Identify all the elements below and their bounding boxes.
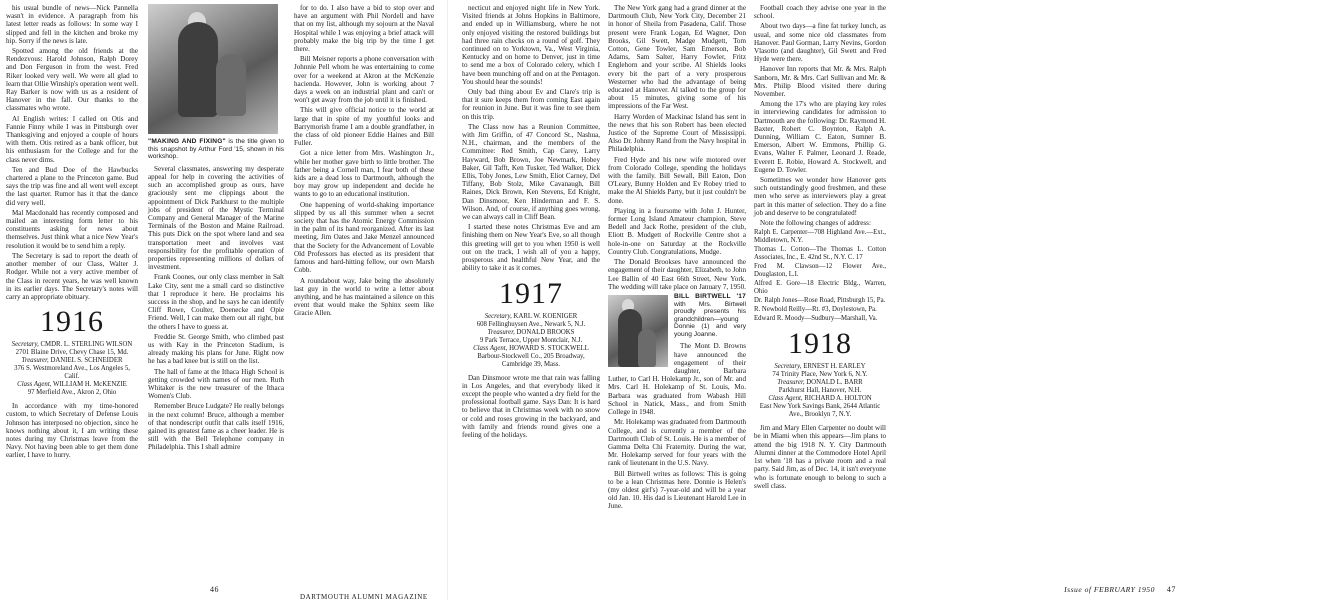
left-column-2: [148, 4, 284, 578]
officer-line: 97 Merfield Ave., Akron 2, Ohio: [27, 389, 117, 397]
officer-line: 74 Trinity Place, New York 6, N.Y.: [772, 371, 868, 379]
paragraph: The Donald Brookses have announced the engagement of their daughter, Elizabeth, to John Lee Ballin of 40 East 66th Street, New York. The wedding will take place on January 7, 1950.: [608, 258, 746, 291]
officer-line: East New York Savings Bank, 2644 Atlantic Ave., Brooklyn 7, N.Y.: [759, 403, 881, 419]
workshop-photo: [148, 4, 278, 134]
paragraph: Mr. Holekamp was graduated from Dartmouth College, and is currently a member of the Dartmouth Club of St. Louis. He is a member of Gamma Delta Chi Fraternity. During the war, Mr. Holekamp served for four years with the rank of lieutenant in the U.S. Navy.: [608, 418, 746, 468]
paragraph: The Secretary is sad to report the death of another member of our Class, Walter J. Rodger. While not a very active member of the Class in recent years, he was well known in its earlier days. The Secretary's notes will carry an appropriate obituary.: [6, 251, 138, 301]
paragraph: Among the 17's who are playing key roles in interviewing candidates for admission to Dartmouth are the following: Dr. Raymond H. Baxter, Robert C. Boynton, Ralph A. Dunning, William C. Eaton, Sumner B. Emerson, Albert W. Emmons, Phillip G. Evans, Walter F. Palmer, Leonard J. Reade, Everett E. Robie, Howard A. Stockwell, and Eugene D. Towler.: [754, 100, 886, 174]
officer-line: Barbour-Stockwell Co., 205 Broadway, Cambridge 39, Mass.: [477, 352, 585, 368]
officer-line: Treasurer, DONALD L. BARR: [777, 379, 863, 387]
paragraph: for to do. I also have a bid to stop over and have an argument with Phil Nordell and have that on my list, although my sojourn at the Naval Hospital while I was enjoying a brief attack will probably make the big trip by the time I get there.: [294, 4, 434, 54]
class-year-heading-1917: 1917: [499, 276, 563, 310]
paragraph: Al English writes: I called on Otis and Fannie Finny while I was in Pittsburgh over Thanksgiving and enjoyed a couple of hours with them. Otis retired as a bank officer, but his enthusiasm for the College and for the class never dims.: [6, 114, 138, 164]
paragraph: Only bad thing about Ev and Clare's trip is that it sure keeps them from coming East again for reunion in June. But it was fine to see them on this trip.: [462, 88, 600, 121]
right-column-3: [754, 4, 886, 578]
page-number-right: 47: [1166, 585, 1176, 594]
paragraph: Playing in a foursome with John J. Hunter, former Long Island Amateur champion, Steve Bedell and Jack Rothe, president of the club, Eliott B. Mudgett of Rockville Centre shot a hole-in-one on Saturday at the Rockville Country Club. Congratulations, Mudge.: [608, 206, 746, 256]
issue-footer: Issue of FEBRUARY 1950 47: [1064, 585, 1176, 594]
officer-line: Secretary, KARL W. KOENIGER: [484, 312, 578, 320]
paragraph: necticut and enjoyed night life in New York. Visited friends at Johns Hopkins in Baltimore, and ended up in Williamsburg, where he not only enjoyed visiting the restored buildings but had three rain checks on a round of golf. They continued on to Yorktown, Va., West Virginia, Kentucky and on home to Denver, just in time to send me a box of Colorado celery, which I have been munching off and on at the Pentagon. You should hear the sounds!: [462, 4, 600, 86]
address-entry: Thomas L. Cotton—The Thomas L. Cotton Associates, Inc., E. 42nd St., N.Y. C. 17: [754, 246, 886, 262]
paragraph: Mal Macdonald has recently composed and mailed an interesting form letter to his constituents asking for news about themselves. Just think what a nice New Year's resolution it would be to send him a reply.: [6, 208, 138, 250]
paragraph: Hanover Inn reports that Mr. & Mrs. Ralph Sanborn, Mr. & Mrs. Carl Sullivan and Mr. & Mrs. Philip Blood visited there during November.: [754, 65, 886, 99]
paragraph: Sometimes we wonder how Hanover gets such outstandingly good freshmen, and these men who serve as interviewers play a great part in this matter of selection. They do a fine job and deserve to be congratulated!: [754, 176, 886, 217]
paragraph: I started these notes Christmas Eve and am finishing them on New Year's Eve, so all though this greeting will get to you when 1950 is well out on the track, I wish all of you a happy, prosperous and healthful New Year, and the ability to take it as it comes.: [462, 223, 600, 273]
officer-line: 9 Park Terrace, Upper Montclair, N.J.: [479, 336, 583, 344]
right-page: [448, 0, 1176, 600]
officer-line: 608 Fellinghuysen Ave., Newark 5, N.J.: [476, 320, 586, 328]
paragraph: The hall of fame at the Ithaca High School is getting crowded with names of our men. Ruth Whitaker is the new treasurer of the Ithaca Women's Club.: [148, 367, 284, 401]
photo-child-figure: [638, 329, 656, 367]
officer-line: Secretary, CMDR. L. STERLING WILSON: [11, 341, 133, 349]
photo-workbench: [216, 54, 246, 116]
birtwell-family-photo: [608, 295, 668, 367]
officer-line: Class Agent, WILLIAM H. McKENZIE: [17, 381, 127, 389]
paragraph: The Mont D. Browns have announced the engagement of their daughter, Barbara Luther, to Carl H. Holekamp Jr., son of Mr. and Mrs. Carl H. Holekamp of St. Louis, Mo. Barbara was graduated from Wabash Hill School in Natick, Mass., and from Smith College in 1948.: [608, 342, 746, 417]
officer-line: Treasurer, DONALD BROOKS: [487, 328, 575, 336]
left-column-3: [294, 4, 434, 578]
class-officers-1918: [754, 363, 886, 419]
class-officers-1917: [462, 313, 600, 369]
address-entry: Ralph E. Carpenter—708 Highland Ave.—Ext., Middletown, N.Y.: [754, 229, 886, 245]
paragraph: Remember Bruce Ludgate? He really belongs in the next column! Bruce, although a member of that nondescript outfit that calls itself 1916, gained its greatest fame as a cheer leader. He is still with the Bell Telephone company in Philadelphia. This I shall admire: [148, 402, 284, 452]
paragraph: The Class now has a Reunion Committee, with Jim Griffin, of 47 Concord St., Nashua, N.H., chairman, and the members of the Committee: Red Smith, Cap Carey, Larry Hayward, Bob Brown, Joe Newmark, Hobey Baker, Gil Tafft, Ken Tusker, Ted Walker, Dick Ellis, Toby Jones, Lew Smith, Eliot Carney, Del Tiffany, Bob Stolz, Mike Cavanaugh, Bill Raines, Dick Brown, Ken Stevens, Ed Knight, Dan Dinsmoor, Ken Hinderman and F. S. Wilson. And, of course, if anything goes wrong, we can always call in Cliff Bean.: [462, 122, 600, 222]
officer-line: Class Agent, RICHARD A. HOLTON: [768, 395, 872, 403]
paragraph: In accordance with my time-honored custom, to which Secretary of Defense Louis Johnson has interposed no objection, since he knows nothing about it, I am writing these notes during my Christmas leave from the Navy. Not having been able to get them done earlier, I have to hurry.: [6, 402, 138, 460]
paragraph: Got a nice letter from Mrs. Washington Jr., while her mother gave birth to little brother. The father being a Cornell man, I fear both of these kids are a dead loss to Dartmouth, although the boy may grow up independent and decide he wants to go to an educational institution.: [294, 149, 434, 199]
right-column-2: [608, 4, 746, 578]
officer-line: Parkhurst Hall, Hanover, N.H.: [778, 387, 862, 395]
officer-line: 2701 Blaine Drive, Chevy Chase 15, Md.: [15, 349, 129, 357]
address-entry: Fred M. Clawson—12 Flower Ave., Douglaston, L.I.: [754, 263, 886, 279]
address-entry: Alfred E. Gore—18 Electric Bldg., Warren, Ohio: [754, 280, 886, 296]
paragraph: Several classmates, answering my desperate appeal for help in covering the activities of such an accomplished group as ours, have graciously sent me clippings about the appointment of Dick Parkhurst to the multiple jobs of president of the Mystic Terminal Company and General Manager of the Marine Terminals of the Boston and Maine Railroad. This puts Dick on the spot where land and sea transportation meet and involves vast responsibility for the profitable operation of properties representing millions of dollars of investment.: [148, 164, 284, 272]
paragraph: Bill Birtwell writes as follows: This is going to be a lean Christmas here. Donnie is Helen's (my oldest girl's) 7-year-old and will be a year old Jan. 10. His dad is Lieutenant Harold Lee in June.: [608, 469, 746, 511]
page-number-left: 46: [210, 585, 219, 594]
officer-line: Secretary, ERNEST H. EARLEY: [774, 363, 866, 371]
paragraph: A roundabout way, Jake being the absolutely last guy in the world to write a letter about anything, and he has maintained a silence on this event that would make the Sphinx seem like Gracie Allen.: [294, 276, 434, 318]
address-entry: R. Newbold Reilly—Rt. #3, Doylestown, Pa.: [754, 306, 877, 314]
class-officers-1916: [6, 341, 138, 397]
photo-caption-birtwell: BILL BIRTWELL '17 with Mrs. Birtwell proudly presents his grandchildren—young Donnie (1) and very young Joanne.: [608, 293, 746, 339]
paragraph: Ten and Bud Doe of the Hawbucks chartered a plane to the Princeton game. Bud says the trip was fine and all went well except the last quarter. Rumor has it that the dance did very well.: [6, 165, 138, 207]
paragraph: Frank Coones, our only class member in Salt Lake City, sent me a small card so distinctive that I reproduce it here. He proclaims his success in the shop, and he says he can identify Cliff Rowe, Coulter, Doenecke and Opie Friend. Well, I can make them out all right, but the others I have to guess at.: [148, 273, 284, 331]
journal-title: DARTMOUTH ALUMNI MAGAZINE: [300, 593, 428, 601]
addresses-intro: Note the following changes of address:: [760, 219, 871, 228]
photo-figure: [178, 22, 218, 117]
officer-line: Class Agent, HOWARD S. STOCKWELL: [473, 344, 589, 352]
paragraph: Dan Dinsmoor wrote me that rain was falling in Los Angeles, and that everybody liked it except the people who wanted a dry field for the professional football game. Says Dan: It is hard to believe that in Christmas week with no snow or cold and roses growing in the backyard, and with family and friends round gives one a feeling of the holidays.: [462, 373, 600, 439]
paragraph: The New York gang had a grand dinner at the Dartmouth Club, New York City, December 21 in honor of Sheila from Pasadena, Calif. Those present were Frank Logan, Ed Wagner, Don Brooks, Gil Swett, Madge Mudgett, Tom Cotton, Gene Towler, Sam Emerson, Bob Adams, Sam Salter, Harry Fowler, Fritz Englehorn and your scribe. Al Shields looks every bit the part of a very prosperous Westerner who had the advantage of being educated at Hanover. Al talked to the group for about 15 minutes, giving some of his impressions of the Far West.: [608, 4, 746, 111]
officer-line: Treasurer, DANIEL S. SCHNEIDER: [21, 357, 123, 365]
paragraph: One happening of world-shaking importance slipped by us all this summer when a secret society that has the Atomic Energy Commission in the palm of its hand reorganized. After its last meeting, Jim Oates and Jake Menzel announced that the Society for the Advancement of Lovable Old Professors has elected as its president that famous and hard-hitting fellow, our own Marsh Cobb.: [294, 200, 434, 275]
class-year-heading-1918: 1918: [788, 327, 852, 361]
paragraph: Fred Hyde and his new wife motored over from Colorado College, spending the holidays with the family. Bill Sewall, Bill Eaton, Don O'Leary, Bunny Holden and Ev Robey tried to make the Al Shields Party, but it just couldn't be done.: [608, 155, 746, 205]
class-year-heading-1916: 1916: [40, 305, 104, 339]
right-column-1: [462, 4, 600, 578]
paragraph: Freddie St. George Smith, who climbed past us with Kay in the Princeton Stadium, is already making his plans for June. Right now he has a bad knee but is still on the list.: [148, 332, 284, 366]
paragraph: Bill Meisner reports a phone conversation with Johnnie Pell whom he was entertaining to come over for a weekend at Akron at the McKenzie hacienda. However, John is working about 7 days a week on an industrial plant and can't or won't get away from the job until it is finished.: [294, 55, 434, 105]
paragraph: This will give official notice to the world at large that in spite of my youthful looks and Barrymorish frame I am a double grandfather, in the class of old pioneer Eddie Haines and Bill Fuller.: [294, 106, 434, 148]
officer-line: 376 S. Westmoreland Ave., Los Angeles 5, Calif.: [14, 365, 130, 381]
paragraph: Jim and Mary Ellen Carpenter no doubt will be in Miami when this appears—Jim plans to attend the big 1918 N. Y. City Dartmouth Alumni dinner at the Commodore Hotel April 1st when '18 has a private room and a real party. Said Jim, as of Dec. 14, it isn't everyone who is fortunate enough to belong to such a swell class.: [754, 424, 886, 490]
paragraph: Spotted among the old friends at the Rendezvous: Harold Johnson, Ralph Dorey and Don Ferguson in from the west. Fred Riker looked very well. We were all glad to learn that Ollie Winship's operation went well. Ray Barker is now with us as a resident of Hanover in the fall. Our thanks to the classmates who wrote.: [6, 47, 138, 113]
paragraph: About two days—a fine fat turkey lunch, as usual, and some nice old classmates from Hanover. Paul Gorman, Larry Nevins, Gordon Vlasotto (and daughter), Gil Swett and Fred Hyde were there.: [754, 22, 886, 64]
left-col1-paras: [6, 4, 138, 301]
paragraph: Harry Worden of Mackinac Island has sent in the news that his son Robert has been elected Justice of the Supreme Court of Mississippi. Also Dr. Johnny Rand from the Navy hospital in Philadelphia.: [608, 112, 746, 154]
address-entry: Edward R. Moody—Sudbury—Marshall, Va.: [754, 315, 878, 323]
address-entry: Dr. Ralph Jones—Rose Road, Pittsburgh 15, Pa.: [754, 297, 886, 305]
address-change-list: [754, 229, 886, 323]
left-column-1: [6, 4, 138, 578]
photo-caption: "MAKING AND FIXING" is the title given to this snapshot by Arthur Ford '15, shown in his workshop.: [148, 138, 284, 161]
left-page: [0, 0, 448, 600]
paragraph: his usual bundle of news—Nick Pannella wasn't in evidence. A paragraph from his latest letter reads as follows: In some way I slipped and fell in the kitchen and broke my hip. Sorry if the news is late.: [6, 4, 138, 45]
paragraph: Football coach they advise one year in the school.: [754, 4, 886, 21]
